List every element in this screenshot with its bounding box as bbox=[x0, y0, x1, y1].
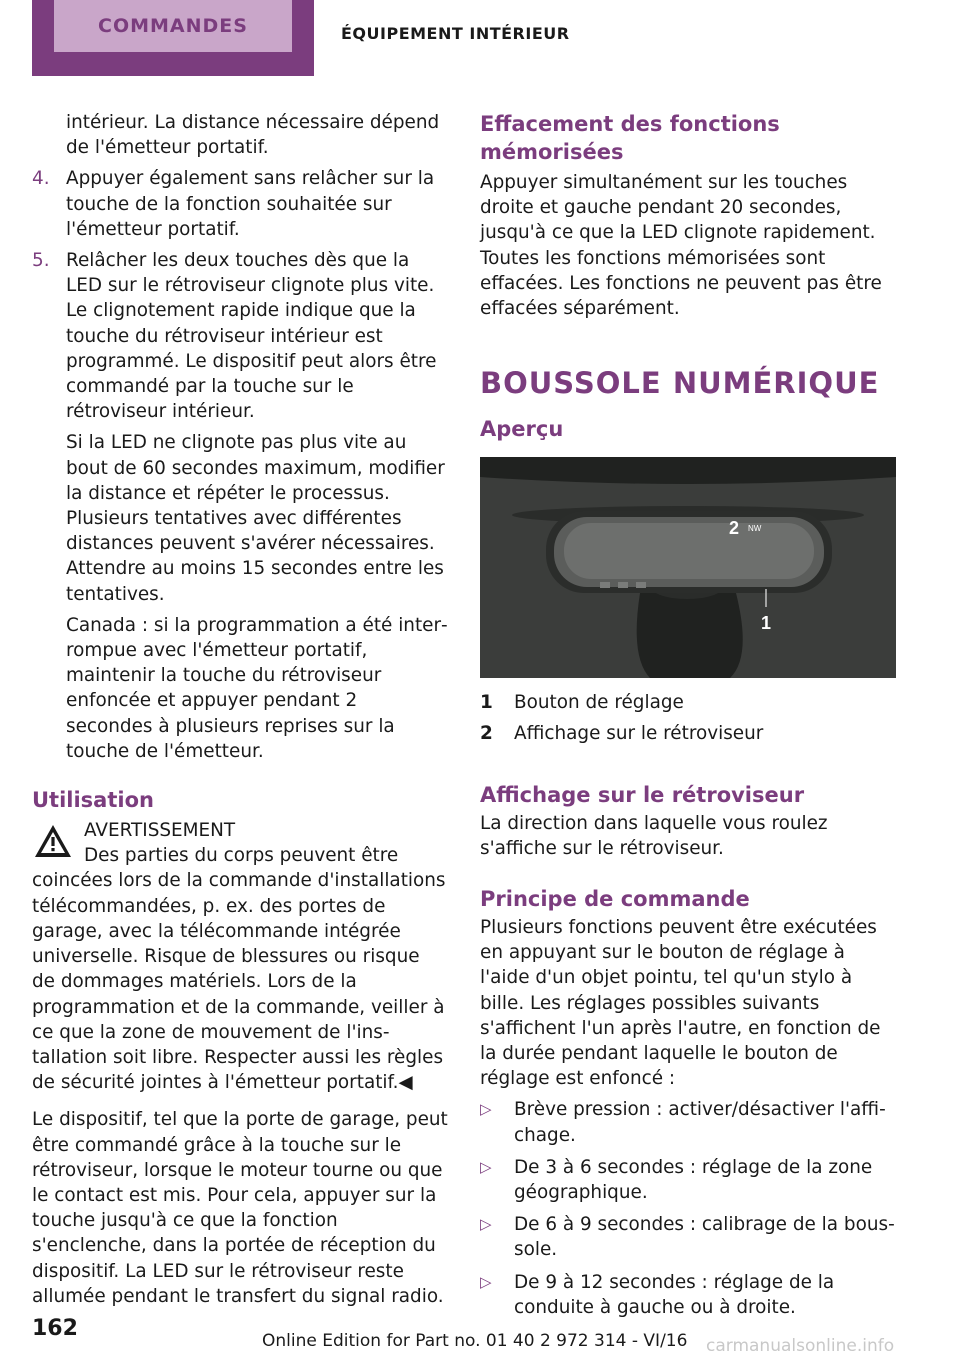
heading-effacement: Effacement des fonctions mémorisées bbox=[480, 112, 780, 164]
step-4 bbox=[32, 166, 448, 242]
triangle-bullet-icon: ▷ bbox=[480, 1100, 492, 1119]
step-5-paragraph-2: Si la LED ne clignote pas plus vite au bout de 60 secondes maximum, modifier la distance et répéter le processus. Plusieurs tentatives avec différentes distances peuvent s'avérer nécessaires. Attendre au moins 15 secondes entre les tentatives. bbox=[66, 432, 445, 605]
subsection-title: ÉQUIPEMENT INTÉRIEUR bbox=[341, 24, 570, 43]
legend-number: 1 bbox=[480, 692, 493, 714]
triangle-bullet-icon: ▷ bbox=[480, 1157, 492, 1176]
paragraph-affichage: La direction dans laquelle vous roulez s'affiche sur le rétroviseur. bbox=[480, 812, 828, 859]
legend-item bbox=[480, 690, 898, 715]
header-tab bbox=[32, 0, 314, 76]
list-item-text: De 3 à 6 secondes : réglage de la zone géographique. bbox=[514, 1156, 873, 1204]
step-number: 4. bbox=[32, 168, 50, 190]
mirror-illustration bbox=[480, 457, 896, 678]
figure-legend bbox=[480, 690, 898, 746]
legend-item bbox=[480, 721, 898, 746]
paragraph-dispositif: Le dispositif, tel que la porte de garage, peut être commandé grâce à la touche sur le rétroviseur, lorsque le moteur tourne ou que le contact est mis. Pour cela, appuyer sur la touche jusqu'à ce que la fonction s'enclenche, dans la portée de réception du dispositif. La LED sur le rétroviseur reste allumée pendant le transfert du signal radio. bbox=[32, 1109, 448, 1307]
legend-text: Bouton de réglage bbox=[514, 692, 684, 714]
figure-label-nw: NW bbox=[748, 524, 762, 534]
warning-triangle-icon bbox=[32, 821, 74, 861]
intro-continuation: intérieur. La distance nécessaire dépend de l'émetteur portatif. bbox=[66, 112, 440, 159]
list-item-text: De 9 à 12 secondes : réglage de la conduite à gauche ou à droite. bbox=[514, 1271, 835, 1318]
paragraph-principe: Plusieurs fonctions peuvent être exécutées en appuyant sur le bouton de réglage à l'aide d'un objet pointu, tel qu'un stylo à bille. Les réglages possibles suivants s'affichent l'un après l'autre, en fonction de la durée pendant laquelle le bouton de réglage est enfoncé : bbox=[480, 917, 881, 1090]
step-5 bbox=[32, 248, 448, 764]
triangle-bullet-icon: ▷ bbox=[480, 1215, 492, 1234]
step-text: Appuyer également sans relâcher sur la touche de la fonction souhaitée sur l'émetteur portatif. bbox=[66, 168, 435, 240]
step-text: Relâcher les deux touches dès que la LED sur le rétroviseur clignote plus vite. Le clignotement rapide indique que la touche du rétroviseur intérieur est programmé. Le dispositif peut alors être commandé par la touche sur le rétroviseur intérieur. bbox=[66, 250, 437, 423]
figure-label-2: 2 bbox=[729, 518, 740, 539]
heading-principe: Principe de commande bbox=[480, 887, 750, 912]
section-title: COMMANDES bbox=[54, 0, 292, 52]
heading-boussole: BOUSSOLE NUMÉRIQUE bbox=[480, 366, 880, 401]
list-item bbox=[480, 1097, 898, 1147]
watermark: carmanualsonline.info bbox=[706, 1336, 895, 1356]
figure-label-1: 1 bbox=[761, 613, 772, 634]
heading-utilisation: Utilisation bbox=[32, 788, 154, 813]
list-item-text: De 6 à 9 secondes : calibrage de la boussole. bbox=[514, 1214, 895, 1261]
list-item bbox=[480, 1270, 898, 1320]
mirror-figure bbox=[480, 457, 896, 678]
triangle-bullet-icon: ▷ bbox=[480, 1272, 492, 1291]
heading-apercu: Aperçu bbox=[480, 417, 564, 442]
page-number: 162 bbox=[32, 1316, 78, 1341]
step-5-paragraph-3: Canada : si la programmation a été interrompue avec l'émetteur portatif, maintenir la touche du rétroviseur enfoncée et appuyer pendant 2 secondes à plusieurs reprises sur la touche de l'émetteur. bbox=[66, 614, 448, 762]
step-number: 5. bbox=[32, 250, 50, 272]
legend-number: 2 bbox=[480, 723, 493, 745]
warning-title: AVERTISSEMENT bbox=[84, 820, 236, 842]
warning-box bbox=[32, 818, 448, 843]
edition-footer: Online Edition for Part no. 01 40 2 972 314 - VI/16 bbox=[262, 1331, 688, 1351]
settings-list bbox=[480, 1097, 898, 1320]
legend-text: Affichage sur le rétroviseur bbox=[514, 723, 764, 745]
left-column bbox=[32, 110, 448, 1309]
warning-text: Des parties du corps peuvent être coincées lors de la commande d'installations télécommandées, p. ex. des portes de garage, avec la télécommande intégrée universelle. Risque de blessures ou risque de dommages matériels. Lors de la programmation et de la commande, veiller à ce que la zone de mouvement de l'installation soit libre. Respecter aussi les règles de sécurité jointes à l'émetteur portatif.◀ bbox=[32, 845, 446, 1094]
heading-affichage: Affichage sur le rétroviseur bbox=[480, 782, 805, 807]
right-column bbox=[480, 110, 898, 1320]
list-item-text: Brève pression : activer/désactiver l'affichage. bbox=[514, 1099, 886, 1146]
list-item bbox=[480, 1155, 898, 1205]
paragraph-effacement: Appuyer simultanément sur les touches droite et gauche pendant 20 secondes, jusqu'à ce que la LED clignote rapidement. Toutes les fonctions mémorisées sont effacées. Les fonctions ne peuvent pas être effacées séparément. bbox=[480, 172, 882, 320]
list-item bbox=[480, 1212, 898, 1262]
